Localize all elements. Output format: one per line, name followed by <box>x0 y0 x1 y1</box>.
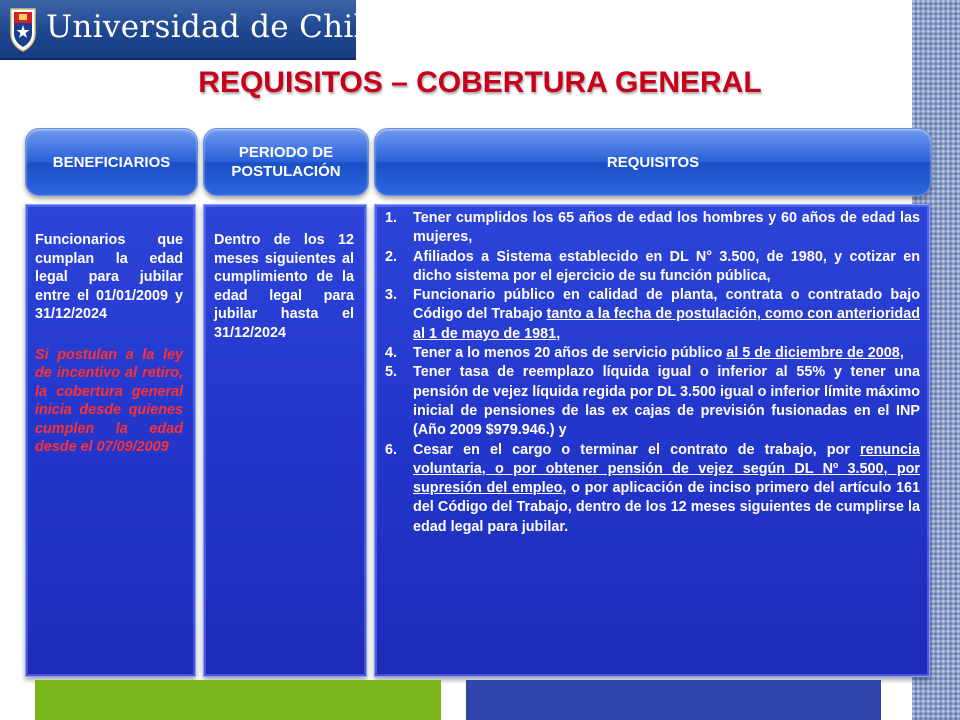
beneficiarios-note: Si postulan a la ley de incentivo al retiro, la cobertura general inicia desde quienes cumplen la edad desde el 07/09/2009 <box>35 346 183 455</box>
beneficiarios-text: Funcionarios que cumplan la edad legal para jubilar entre el 01/01/2009 y 31/12/2024 <box>35 232 183 322</box>
requisitos-box <box>374 204 930 677</box>
university-name: Universidad de Chile <box>46 9 383 45</box>
list-item: 5. Tener tasa de reemplazo líquida igual o inferior al 55% y tener una pensión de vejez líquida regida por DL 3.500 igual o inferior límite máximo inicial de pensiones de las ex cajas de previsión fusionadas en el INP (Año 2009 $979.946.) y <box>385 364 920 439</box>
footer-bar-green <box>35 680 441 720</box>
periodo-box <box>203 204 367 677</box>
periodo-text: Dentro de los 12 meses siguientes al cumplimiento de la edad legal para jubilar hasta el 31/12/2024 <box>214 232 354 341</box>
list-item: 1. Tener cumplidos los 65 años de edad los hombres y 60 años de edad las mujeres, <box>385 210 920 246</box>
list-item: 6. Cesar en el cargo o terminar el contrato de trabajo, por renuncia voluntaria, o por obtener pensión de vejez según DL Nº 3.500, por supresión del empleo, o por aplicación de inciso primero del artículo 161 del Código del Trabajo, dentro de los 12 meses siguientes de cumplirse la edad legal para jubilar. <box>385 441 920 535</box>
beneficiarios-box <box>25 204 196 677</box>
header-beneficiarios-label: BENEFICIARIOS <box>52 153 171 171</box>
header-periodo-postulacion <box>203 128 369 196</box>
list-item: 3. Funcionario público en calidad de planta, contrata o contratado bajo Código del Trabajo tanto a la fecha de postulación, como con anterioridad al 1 de mayo de 1981, <box>385 287 920 342</box>
requisitos-list <box>385 209 920 537</box>
header-requisitos <box>374 128 932 196</box>
footer-bar-blue <box>466 680 881 720</box>
header-periodo-label: PERIODO DE POSTULACIÓN <box>231 144 341 180</box>
header-beneficiarios <box>25 128 198 196</box>
university-logo-banner <box>0 0 383 60</box>
list-item: 2. Afiliados a Sistema establecido en DL N° 3.500, de 1980, y cotizar en dicho sistema por el ejercicio de su función pública, <box>385 248 920 284</box>
list-item: 4. Tener a lo menos 20 años de servicio público al 5 de diciembre de 2008, <box>385 345 904 362</box>
university-crest-icon <box>8 5 38 53</box>
slide-title: REQUISITOS – COBERTURA GENERAL <box>198 66 762 99</box>
header-requisitos-label: REQUISITOS <box>606 153 700 171</box>
